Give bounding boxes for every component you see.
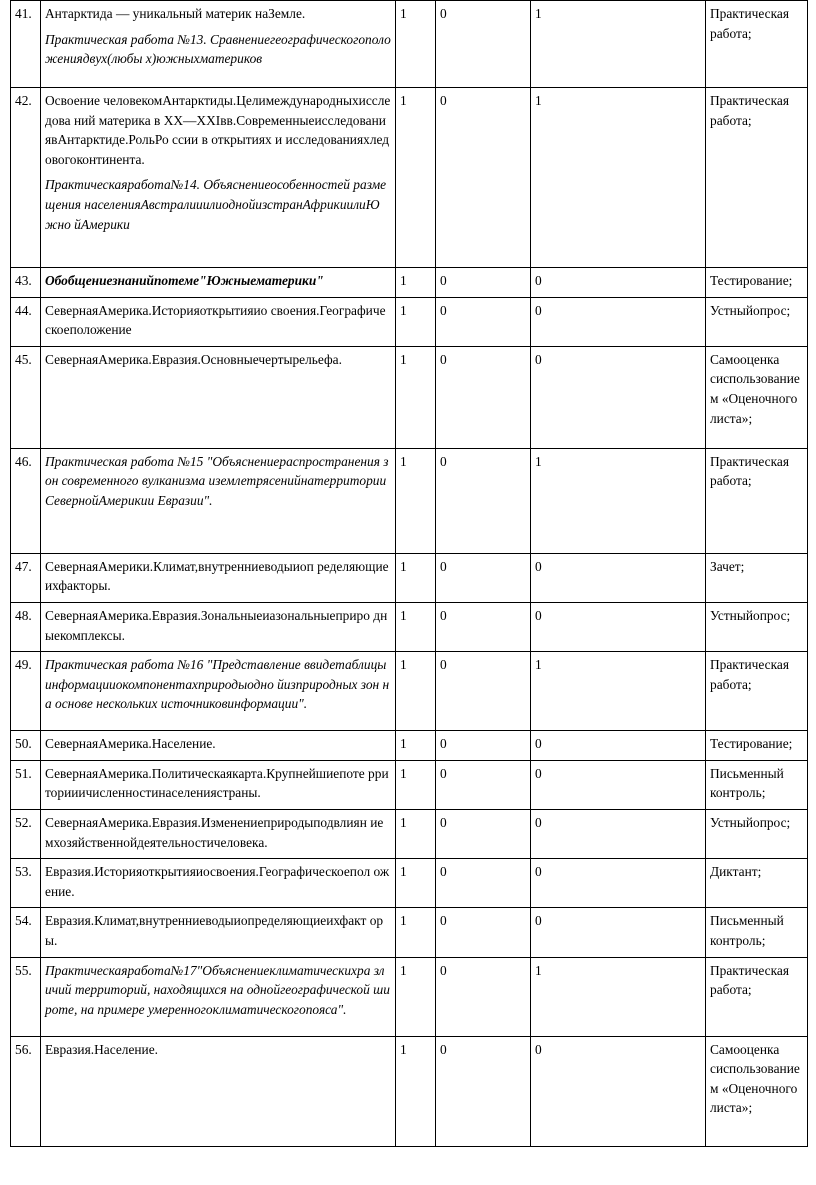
total-hours: 1 [396, 957, 436, 1036]
table-row [11, 731, 808, 761]
practical-works: 0 [531, 1036, 706, 1146]
lesson-number: 55. [11, 957, 41, 1036]
lesson-number: 43. [11, 268, 41, 298]
control-works: 0 [436, 957, 531, 1036]
control-form: Практическая работа; [706, 88, 808, 268]
practical-works: 0 [531, 731, 706, 761]
lesson-number: 51. [11, 760, 41, 809]
control-works: 0 [436, 448, 531, 553]
lesson-topic [41, 553, 396, 602]
lesson-number: 47. [11, 553, 41, 602]
control-form: Устныйопрос; [706, 602, 808, 651]
table-row [11, 602, 808, 651]
practical-works: 1 [531, 1, 706, 88]
control-form: Практическая работа; [706, 448, 808, 553]
control-works: 0 [436, 652, 531, 731]
topic-paragraph: Практическая работа №13. Сравнениегеографическогоположениядвух(любы х)южныхматериков [45, 31, 391, 67]
practical-works: 0 [531, 346, 706, 448]
topic-paragraph: Практическая работа №16 "Представление ввидетаблицыинформацииокомпонентахприродыодно йизприродных зон на основе нескольких источниковинформации". [45, 657, 390, 712]
table-row [11, 1, 808, 88]
lesson-topic [41, 957, 396, 1036]
control-works: 0 [436, 553, 531, 602]
lesson-topic [41, 268, 396, 298]
topic-paragraph: Практическая работа №15 "Объяснениераспространения зон современного вулканизма иземлетрясенийнатерриторииСевернойАмерикии Евразии". [45, 453, 389, 508]
practical-works: 0 [531, 553, 706, 602]
total-hours: 1 [396, 1, 436, 88]
control-works: 0 [436, 1, 531, 88]
control-works: 0 [436, 268, 531, 298]
lesson-number: 56. [11, 1036, 41, 1146]
control-form: Практическая работа; [706, 652, 808, 731]
control-works: 0 [436, 88, 531, 268]
practical-works: 0 [531, 859, 706, 908]
practical-works: 0 [531, 908, 706, 957]
total-hours: 1 [396, 448, 436, 553]
lesson-number: 42. [11, 88, 41, 268]
total-hours: 1 [396, 346, 436, 448]
topic-paragraph: Обобщениезнанийпотеме"Южныематерики" [45, 273, 324, 288]
topic-paragraph: Евразия.Население. [45, 1041, 159, 1057]
lesson-number: 44. [11, 297, 41, 346]
topic-paragraph: Антарктида — уникальный материк наЗемле. [45, 6, 306, 21]
control-form: Устныйопрос; [706, 297, 808, 346]
lesson-topic [41, 297, 396, 346]
topic-paragraph: СевернаяАмерика.Население. [45, 736, 216, 752]
practical-works: 0 [531, 268, 706, 298]
lesson-number: 45. [11, 346, 41, 448]
lesson-number: 50. [11, 731, 41, 761]
table-row [11, 346, 808, 448]
topic-paragraph: СевернаяАмерика.Историяоткрытияио своения.Географическоеположение [45, 302, 386, 338]
lesson-number: 41. [11, 1, 41, 88]
total-hours: 1 [396, 88, 436, 268]
control-works: 0 [436, 346, 531, 448]
table-row [11, 553, 808, 602]
table-row [11, 652, 808, 731]
topic-paragraph: СевернаяАмерика.Политическаякарта.Крупнейшиепоте рриторииичисленностинаселениястраны. [45, 765, 389, 801]
lesson-topic [41, 859, 396, 908]
total-hours: 1 [396, 731, 436, 761]
control-works: 0 [436, 859, 531, 908]
topic-paragraph: СевернаяАмерика.Евразия.Основныечертырельефа. [45, 351, 342, 367]
total-hours: 1 [396, 268, 436, 298]
practical-works: 1 [531, 957, 706, 1036]
control-works: 0 [436, 809, 531, 858]
lesson-topic [41, 1036, 396, 1146]
lesson-topic [41, 809, 396, 858]
table-row [11, 268, 808, 298]
practical-works: 0 [531, 602, 706, 651]
practical-works: 0 [531, 297, 706, 346]
control-form: Практическая работа; [706, 1, 808, 88]
table-row [11, 957, 808, 1036]
topic-paragraph: Практическаяработа№14. Объяснениеособенностей размещения населенияАвстралииилиоднойизстранАфрикиилиЮжно йАмерики [45, 177, 387, 232]
control-works: 0 [436, 1036, 531, 1146]
lesson-topic [41, 908, 396, 957]
control-form: Устныйопрос; [706, 809, 808, 858]
practical-works: 1 [531, 88, 706, 268]
control-form: Письменный контроль; [706, 908, 808, 957]
total-hours: 1 [396, 908, 436, 957]
control-form: Практическая работа; [706, 957, 808, 1036]
lesson-plan-body [11, 1, 808, 1147]
control-works: 0 [436, 602, 531, 651]
control-works: 0 [436, 760, 531, 809]
lesson-number: 54. [11, 908, 41, 957]
control-form: Самооценка сиспользование м «Оценочного листа»; [706, 346, 808, 448]
table-row [11, 760, 808, 809]
total-hours: 1 [396, 652, 436, 731]
control-form: Тестирование; [706, 731, 808, 761]
practical-works: 0 [531, 809, 706, 858]
lesson-topic [41, 88, 396, 268]
control-works: 0 [436, 908, 531, 957]
lesson-topic [41, 448, 396, 553]
lesson-topic [41, 602, 396, 651]
table-row [11, 88, 808, 268]
control-form: Зачет; [706, 553, 808, 602]
practical-works: 1 [531, 652, 706, 731]
control-form: Самооценка сиспользование м «Оценочного листа»; [706, 1036, 808, 1146]
lesson-topic [41, 760, 396, 809]
table-row [11, 859, 808, 908]
total-hours: 1 [396, 297, 436, 346]
topic-paragraph: СевернаяАмерика.Евразия.Изменениеприродыподвлиян иемхозяйственнойдеятельностичеловека. [45, 814, 384, 850]
practical-works: 0 [531, 760, 706, 809]
control-works: 0 [436, 731, 531, 761]
lesson-topic [41, 731, 396, 761]
total-hours: 1 [396, 859, 436, 908]
topic-paragraph: СевернаяАмерики.Климат,внутренниеводыиоп ределяющиеихфакторы. [45, 558, 389, 594]
lesson-number: 53. [11, 859, 41, 908]
control-form: Диктант; [706, 859, 808, 908]
total-hours: 1 [396, 760, 436, 809]
lesson-topic [41, 1, 396, 88]
lesson-plan-table [10, 0, 808, 1147]
control-form: Тестирование; [706, 268, 808, 298]
lesson-topic [41, 346, 396, 448]
topic-paragraph: Практическаяработа№17"Объяснениеклиматическихра зличий территорий, находящихся на однойгеографической широте, на примере умеренногоклиматическогопояса". [45, 962, 390, 1017]
control-form: Письменный контроль; [706, 760, 808, 809]
lesson-number: 49. [11, 652, 41, 731]
total-hours: 1 [396, 602, 436, 651]
lesson-number: 46. [11, 448, 41, 553]
lesson-number: 52. [11, 809, 41, 858]
topic-paragraph: Освоение человекомАнтарктиды.Целимеждународныхисследова ний материка в XX—XXIвв.СовременныеисследованиявАнтарктиде.РольРо ссии в открытиях и исследованияхледовогоконтинента. [45, 93, 391, 167]
table-row [11, 908, 808, 957]
table-row [11, 448, 808, 553]
total-hours: 1 [396, 1036, 436, 1146]
table-row [11, 809, 808, 858]
table-row [11, 1036, 808, 1146]
lesson-topic [41, 652, 396, 731]
table-row [11, 297, 808, 346]
total-hours: 1 [396, 809, 436, 858]
topic-paragraph: Евразия.Климат,внутренниеводыиопределяющиеихфакт оры. [45, 913, 384, 948]
practical-works: 1 [531, 448, 706, 553]
topic-paragraph: СевернаяАмерика.Евразия.Зональныеиазональныеприро дныекомплексы. [45, 607, 388, 643]
topic-paragraph: Евразия.Историяоткрытияиосвоения.Географическоепол ожение. [45, 864, 390, 899]
lesson-number: 48. [11, 602, 41, 651]
control-works: 0 [436, 297, 531, 346]
total-hours: 1 [396, 553, 436, 602]
